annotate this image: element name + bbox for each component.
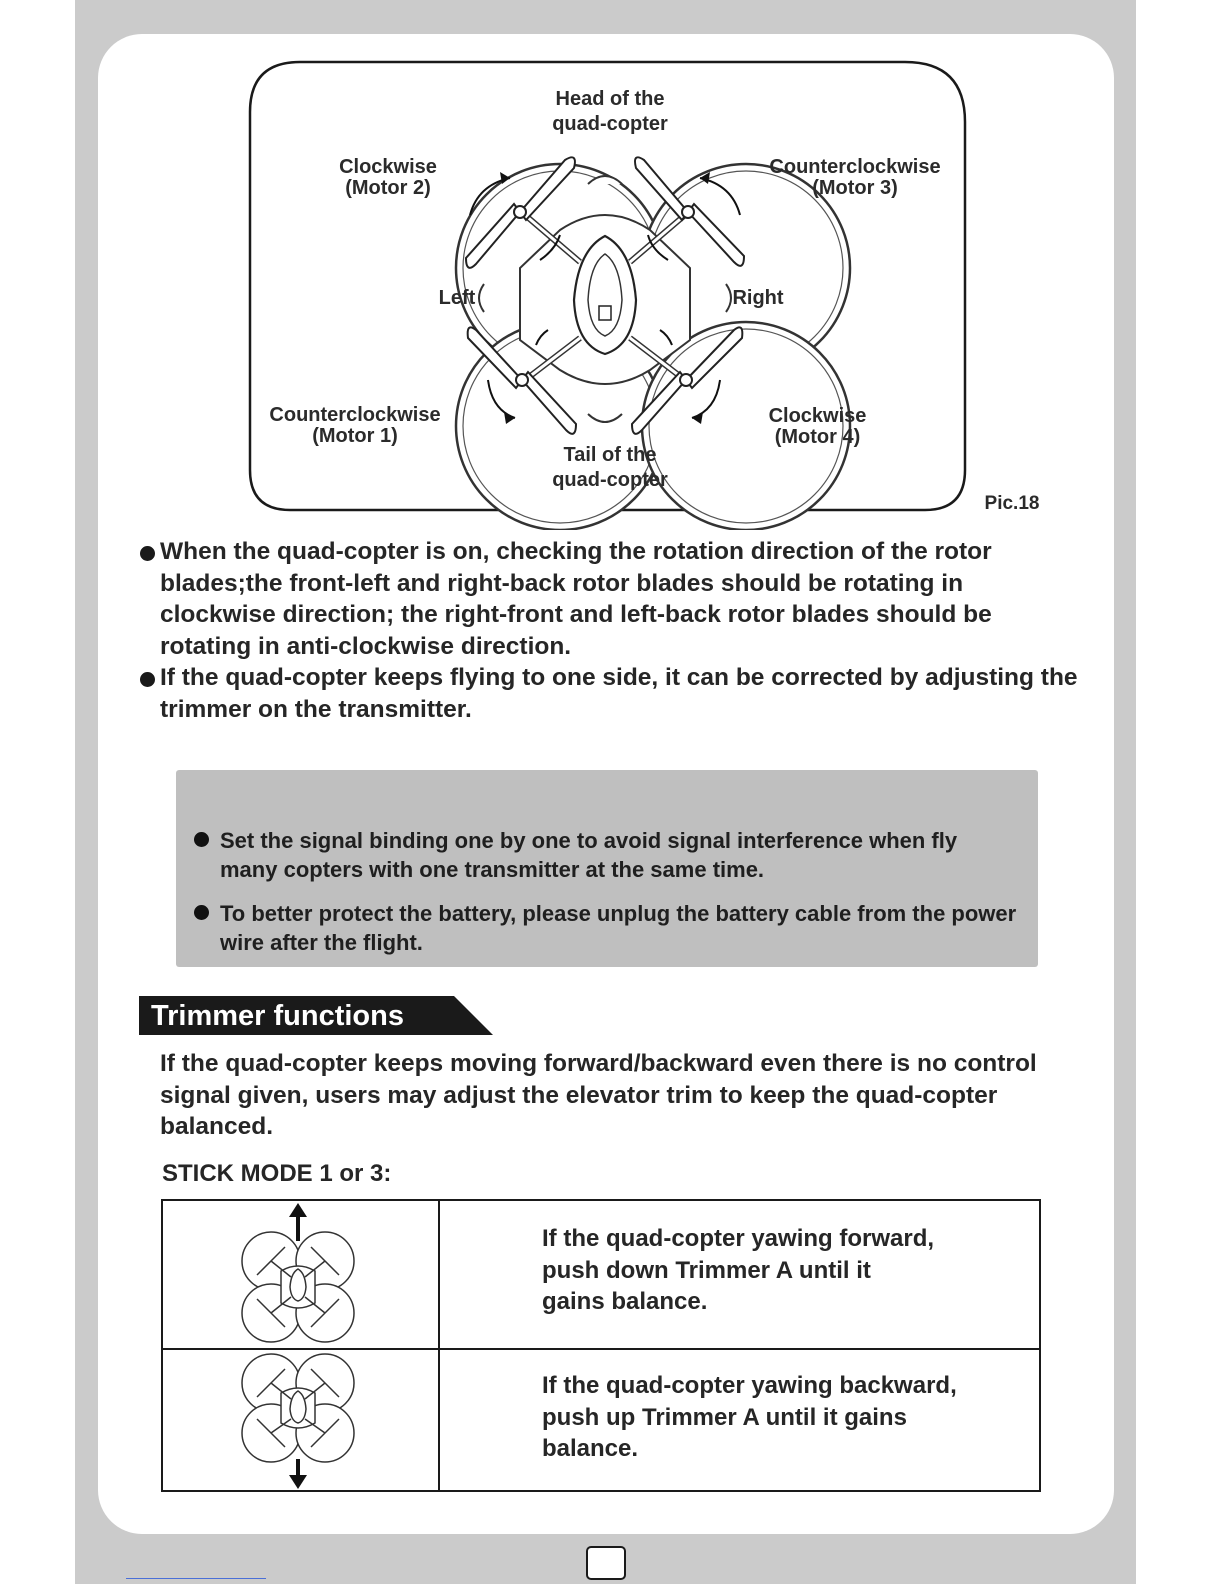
trim-row-line: If the quad-copter yawing backward, bbox=[542, 1372, 957, 1399]
head-label bbox=[520, 87, 700, 137]
note-text: Set the signal binding one by one to avoid signal interference when fly many copters with one transmitter at the same time. bbox=[220, 828, 958, 882]
trimmer-table bbox=[161, 1199, 1041, 1492]
bullet-dot-icon bbox=[140, 672, 155, 687]
right-label: Right bbox=[732, 287, 784, 309]
tail-label bbox=[520, 443, 700, 493]
note-item bbox=[220, 826, 1020, 884]
trim-row-line: If the quad-copter yawing forward, bbox=[542, 1225, 935, 1252]
trim-row-line: push down Trimmer A until it bbox=[542, 1256, 871, 1284]
bullet-dot-icon bbox=[194, 832, 209, 847]
motor2-direction: Clockwise bbox=[339, 156, 437, 178]
quadcopter-forward-icon bbox=[235, 1201, 365, 1347]
motor3-label bbox=[755, 155, 955, 201]
bullet-dot-icon bbox=[194, 905, 209, 920]
bullet-text: When the quad-copter is on, checking the rotation direction of the rotor blades;the front-left and right-back rotor blades should be rotating in clockwise direction; the right-front and left-back rotor blades should be rotating in anti-clockwise direction. bbox=[160, 538, 992, 660]
motor1-direction: Counterclockwise bbox=[269, 404, 441, 426]
bullet-dot-icon bbox=[140, 546, 155, 561]
head-label-line-2: quad-copter bbox=[552, 113, 668, 135]
note-text: To better protect the battery, please unplug the battery cable from the power wire after the flight. bbox=[220, 901, 1017, 955]
pic-caption: Pic.18 bbox=[984, 493, 1040, 514]
trim-row-text bbox=[542, 1223, 1022, 1318]
stick-mode-label: STICK MODE 1 or 3: bbox=[162, 1160, 392, 1187]
head-label-line-1: Head of the bbox=[555, 88, 665, 110]
link-underline bbox=[126, 1578, 266, 1579]
trim-row-line: balance. bbox=[542, 1435, 639, 1462]
motor1-label bbox=[255, 403, 455, 449]
page-number-box bbox=[586, 1546, 626, 1580]
motor1-name: (Motor 1) bbox=[312, 425, 398, 447]
table-divider bbox=[438, 1201, 440, 1490]
trim-row-line: push up Trimmer A until it gains bbox=[542, 1403, 907, 1431]
tail-label-line-1: Tail of the bbox=[563, 444, 657, 466]
motor3-name: (Motor 3) bbox=[812, 177, 898, 199]
motor4-label bbox=[755, 404, 880, 450]
note-box bbox=[176, 770, 1038, 967]
bullet-item bbox=[140, 662, 1080, 725]
left-label: Left bbox=[438, 287, 476, 309]
trim-row-text bbox=[542, 1370, 1022, 1465]
quadcopter-backward-icon bbox=[235, 1349, 365, 1492]
motor4-name: (Motor 4) bbox=[774, 426, 861, 448]
motor2-label bbox=[318, 155, 458, 201]
rotation-instructions bbox=[140, 536, 1080, 725]
trimmer-intro: If the quad-copter keeps moving forward/backward even there is no control signal given, users may adjust the elevator trim to keep the quad-copter balanced. bbox=[160, 1050, 1037, 1140]
note-item bbox=[220, 899, 1020, 957]
motor3-direction: Counterclockwise bbox=[769, 156, 941, 178]
bullet-item bbox=[140, 536, 1080, 662]
trim-row-line: gains balance. bbox=[542, 1288, 708, 1315]
motor2-name: (Motor 2) bbox=[345, 177, 431, 199]
section-title: Trimmer functions bbox=[151, 1000, 404, 1032]
tail-label-line-2: quad-copter bbox=[552, 469, 668, 491]
motor4-direction: Clockwise bbox=[768, 405, 867, 427]
bullet-text: If the quad-copter keeps flying to one side, it can be corrected by adjusting the trimmer on the transmitter. bbox=[160, 664, 1078, 723]
